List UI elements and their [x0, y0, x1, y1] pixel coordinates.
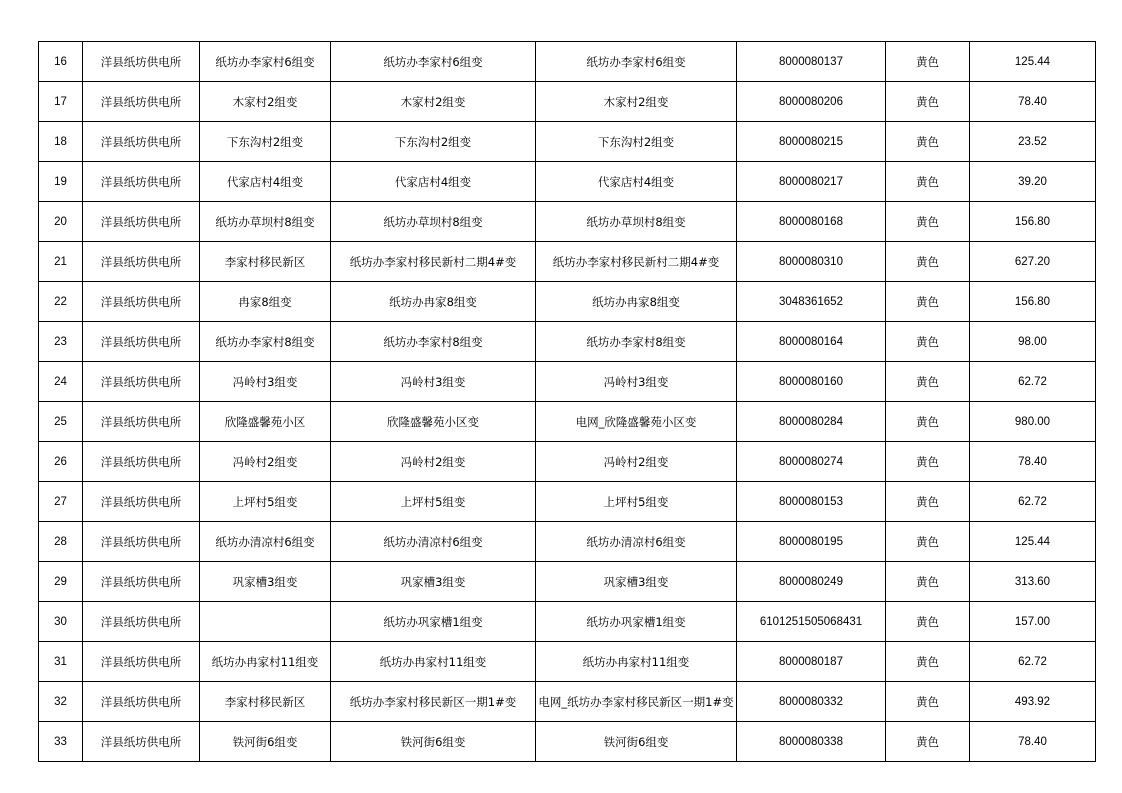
table-row — [39, 642, 1096, 682]
warning-level: 黄色 — [886, 522, 970, 562]
amount-value: 980.00 — [970, 402, 1096, 442]
row-number: 17 — [39, 82, 83, 122]
table-row — [39, 442, 1096, 482]
transformer-name: 冯岭村3组变 — [331, 362, 536, 402]
power-station: 洋县纸坊供电所 — [83, 122, 200, 162]
power-station: 洋县纸坊供电所 — [83, 162, 200, 202]
area-name: 冯岭村2组变 — [200, 442, 331, 482]
grid-transformer-name: 木家村2组变 — [536, 82, 737, 122]
power-station: 洋县纸坊供电所 — [83, 202, 200, 242]
table-row — [39, 122, 1096, 162]
warning-level: 黄色 — [886, 162, 970, 202]
amount-value: 125.44 — [970, 522, 1096, 562]
transformer-code: 8000080332 — [737, 682, 886, 722]
amount-value: 627.20 — [970, 242, 1096, 282]
row-number: 32 — [39, 682, 83, 722]
power-station: 洋县纸坊供电所 — [83, 482, 200, 522]
transformer-name: 铁河街6组变 — [331, 722, 536, 762]
grid-transformer-name: 冯岭村2组变 — [536, 442, 737, 482]
table-row — [39, 362, 1096, 402]
grid-transformer-name: 纸坊办草坝村8组变 — [536, 202, 737, 242]
transformer-name: 上坪村5组变 — [331, 482, 536, 522]
row-number: 23 — [39, 322, 83, 362]
grid-transformer-name: 代家店村4组变 — [536, 162, 737, 202]
amount-value: 313.60 — [970, 562, 1096, 602]
power-station: 洋县纸坊供电所 — [83, 722, 200, 762]
row-number: 33 — [39, 722, 83, 762]
row-number: 21 — [39, 242, 83, 282]
amount-value: 156.80 — [970, 202, 1096, 242]
table-row — [39, 402, 1096, 442]
amount-value: 39.20 — [970, 162, 1096, 202]
table-row — [39, 522, 1096, 562]
transformer-name: 冯岭村2组变 — [331, 442, 536, 482]
table-row — [39, 82, 1096, 122]
power-station: 洋县纸坊供电所 — [83, 42, 200, 82]
area-name: 欣隆盛馨苑小区 — [200, 402, 331, 442]
warning-level: 黄色 — [886, 82, 970, 122]
area-name: 纸坊办清凉村6组变 — [200, 522, 331, 562]
transformer-name: 纸坊办清凉村6组变 — [331, 522, 536, 562]
grid-transformer-name: 纸坊办冉家村11组变 — [536, 642, 737, 682]
grid-transformer-name: 纸坊办冉家8组变 — [536, 282, 737, 322]
warning-level: 黄色 — [886, 642, 970, 682]
transformer-name: 欣隆盛馨苑小区变 — [331, 402, 536, 442]
table-row — [39, 242, 1096, 282]
amount-value: 78.40 — [970, 82, 1096, 122]
power-station: 洋县纸坊供电所 — [83, 242, 200, 282]
grid-transformer-name: 纸坊办清凉村6组变 — [536, 522, 737, 562]
row-number: 28 — [39, 522, 83, 562]
grid-transformer-name: 纸坊办李家村8组变 — [536, 322, 737, 362]
amount-value: 62.72 — [970, 642, 1096, 682]
power-station: 洋县纸坊供电所 — [83, 682, 200, 722]
warning-level: 黄色 — [886, 42, 970, 82]
grid-transformer-name: 下东沟村2组变 — [536, 122, 737, 162]
row-number: 25 — [39, 402, 83, 442]
table-row — [39, 682, 1096, 722]
row-number: 30 — [39, 602, 83, 642]
row-number: 16 — [39, 42, 83, 82]
transformer-code: 8000080215 — [737, 122, 886, 162]
row-number: 26 — [39, 442, 83, 482]
transformer-code: 8000080137 — [737, 42, 886, 82]
power-station: 洋县纸坊供电所 — [83, 282, 200, 322]
amount-value: 156.80 — [970, 282, 1096, 322]
power-station: 洋县纸坊供电所 — [83, 602, 200, 642]
warning-level: 黄色 — [886, 562, 970, 602]
transformer-code: 6101251505068431 — [737, 602, 886, 642]
power-station: 洋县纸坊供电所 — [83, 642, 200, 682]
table-row — [39, 562, 1096, 602]
area-name: 冉家8组变 — [200, 282, 331, 322]
area-name: 纸坊办李家村8组变 — [200, 322, 331, 362]
amount-value: 493.92 — [970, 682, 1096, 722]
grid-transformer-name: 巩家槽3组变 — [536, 562, 737, 602]
transformer-code: 8000080164 — [737, 322, 886, 362]
transformer-code: 8000080284 — [737, 402, 886, 442]
amount-value: 157.00 — [970, 602, 1096, 642]
transformer-name: 纸坊办李家村6组变 — [331, 42, 536, 82]
transformer-code: 8000080187 — [737, 642, 886, 682]
amount-value: 125.44 — [970, 42, 1096, 82]
area-name: 铁河街6组变 — [200, 722, 331, 762]
table-row — [39, 282, 1096, 322]
amount-value: 23.52 — [970, 122, 1096, 162]
area-name: 上坪村5组变 — [200, 482, 331, 522]
grid-transformer-name: 纸坊办巩家槽1组变 — [536, 602, 737, 642]
grid-transformer-name: 电网_欣隆盛馨苑小区变 — [536, 402, 737, 442]
transformer-code: 8000080168 — [737, 202, 886, 242]
power-station: 洋县纸坊供电所 — [83, 362, 200, 402]
amount-value: 78.40 — [970, 722, 1096, 762]
transformer-name: 纸坊办巩家槽1组变 — [331, 602, 536, 642]
area-name: 李家村移民新区 — [200, 682, 331, 722]
warning-level: 黄色 — [886, 362, 970, 402]
power-station: 洋县纸坊供电所 — [83, 562, 200, 602]
grid-transformer-name: 纸坊办李家村移民新村二期4#变 — [536, 242, 737, 282]
area-name: 冯岭村3组变 — [200, 362, 331, 402]
grid-transformer-name: 上坪村5组变 — [536, 482, 737, 522]
transformer-code: 8000080338 — [737, 722, 886, 762]
area-name: 纸坊办李家村6组变 — [200, 42, 331, 82]
power-station: 洋县纸坊供电所 — [83, 442, 200, 482]
transformer-code: 8000080160 — [737, 362, 886, 402]
table-row — [39, 602, 1096, 642]
transformer-code: 3048361652 — [737, 282, 886, 322]
power-station: 洋县纸坊供电所 — [83, 82, 200, 122]
table-row — [39, 202, 1096, 242]
transformer-code: 8000080195 — [737, 522, 886, 562]
area-name: 纸坊办草坝村8组变 — [200, 202, 331, 242]
transformer-name: 木家村2组变 — [331, 82, 536, 122]
row-number: 19 — [39, 162, 83, 202]
transformer-code: 8000080310 — [737, 242, 886, 282]
amount-value: 78.40 — [970, 442, 1096, 482]
warning-level: 黄色 — [886, 122, 970, 162]
grid-transformer-name: 电网_纸坊办李家村移民新区一期1#变 — [536, 682, 737, 722]
warning-level: 黄色 — [886, 602, 970, 642]
transformer-code: 8000080249 — [737, 562, 886, 602]
area-name: 下东沟村2组变 — [200, 122, 331, 162]
row-number: 29 — [39, 562, 83, 602]
power-station: 洋县纸坊供电所 — [83, 522, 200, 562]
row-number: 18 — [39, 122, 83, 162]
grid-transformer-name: 纸坊办李家村6组变 — [536, 42, 737, 82]
table-body — [39, 42, 1096, 762]
area-name: 李家村移民新区 — [200, 242, 331, 282]
table-row — [39, 322, 1096, 362]
warning-level: 黄色 — [886, 242, 970, 282]
warning-level: 黄色 — [886, 282, 970, 322]
warning-level: 黄色 — [886, 402, 970, 442]
amount-value: 62.72 — [970, 482, 1096, 522]
warning-level: 黄色 — [886, 722, 970, 762]
warning-level: 黄色 — [886, 482, 970, 522]
row-number: 27 — [39, 482, 83, 522]
row-number: 31 — [39, 642, 83, 682]
area-name — [200, 602, 331, 642]
transformer-name: 纸坊办李家村8组变 — [331, 322, 536, 362]
table-row — [39, 722, 1096, 762]
transformer-table — [38, 41, 1096, 762]
transformer-code: 8000080217 — [737, 162, 886, 202]
table-row — [39, 482, 1096, 522]
power-station: 洋县纸坊供电所 — [83, 322, 200, 362]
transformer-name: 代家店村4组变 — [331, 162, 536, 202]
transformer-name: 纸坊办李家村移民新区一期1#变 — [331, 682, 536, 722]
warning-level: 黄色 — [886, 322, 970, 362]
transformer-name: 纸坊办李家村移民新村二期4#变 — [331, 242, 536, 282]
amount-value: 98.00 — [970, 322, 1096, 362]
transformer-name: 纸坊办草坝村8组变 — [331, 202, 536, 242]
transformer-name: 纸坊办冉家8组变 — [331, 282, 536, 322]
area-name: 代家店村4组变 — [200, 162, 331, 202]
row-number: 22 — [39, 282, 83, 322]
table-row — [39, 162, 1096, 202]
warning-level: 黄色 — [886, 682, 970, 722]
grid-transformer-name: 铁河街6组变 — [536, 722, 737, 762]
area-name: 巩家槽3组变 — [200, 562, 331, 602]
table-row — [39, 42, 1096, 82]
grid-transformer-name: 冯岭村3组变 — [536, 362, 737, 402]
warning-level: 黄色 — [886, 202, 970, 242]
transformer-name: 纸坊办冉家村11组变 — [331, 642, 536, 682]
amount-value: 62.72 — [970, 362, 1096, 402]
power-station: 洋县纸坊供电所 — [83, 402, 200, 442]
warning-level: 黄色 — [886, 442, 970, 482]
area-name: 纸坊办冉家村11组变 — [200, 642, 331, 682]
row-number: 24 — [39, 362, 83, 402]
transformer-code: 8000080274 — [737, 442, 886, 482]
transformer-code: 8000080153 — [737, 482, 886, 522]
transformer-name: 巩家槽3组变 — [331, 562, 536, 602]
transformer-name: 下东沟村2组变 — [331, 122, 536, 162]
area-name: 木家村2组变 — [200, 82, 331, 122]
transformer-code: 8000080206 — [737, 82, 886, 122]
row-number: 20 — [39, 202, 83, 242]
